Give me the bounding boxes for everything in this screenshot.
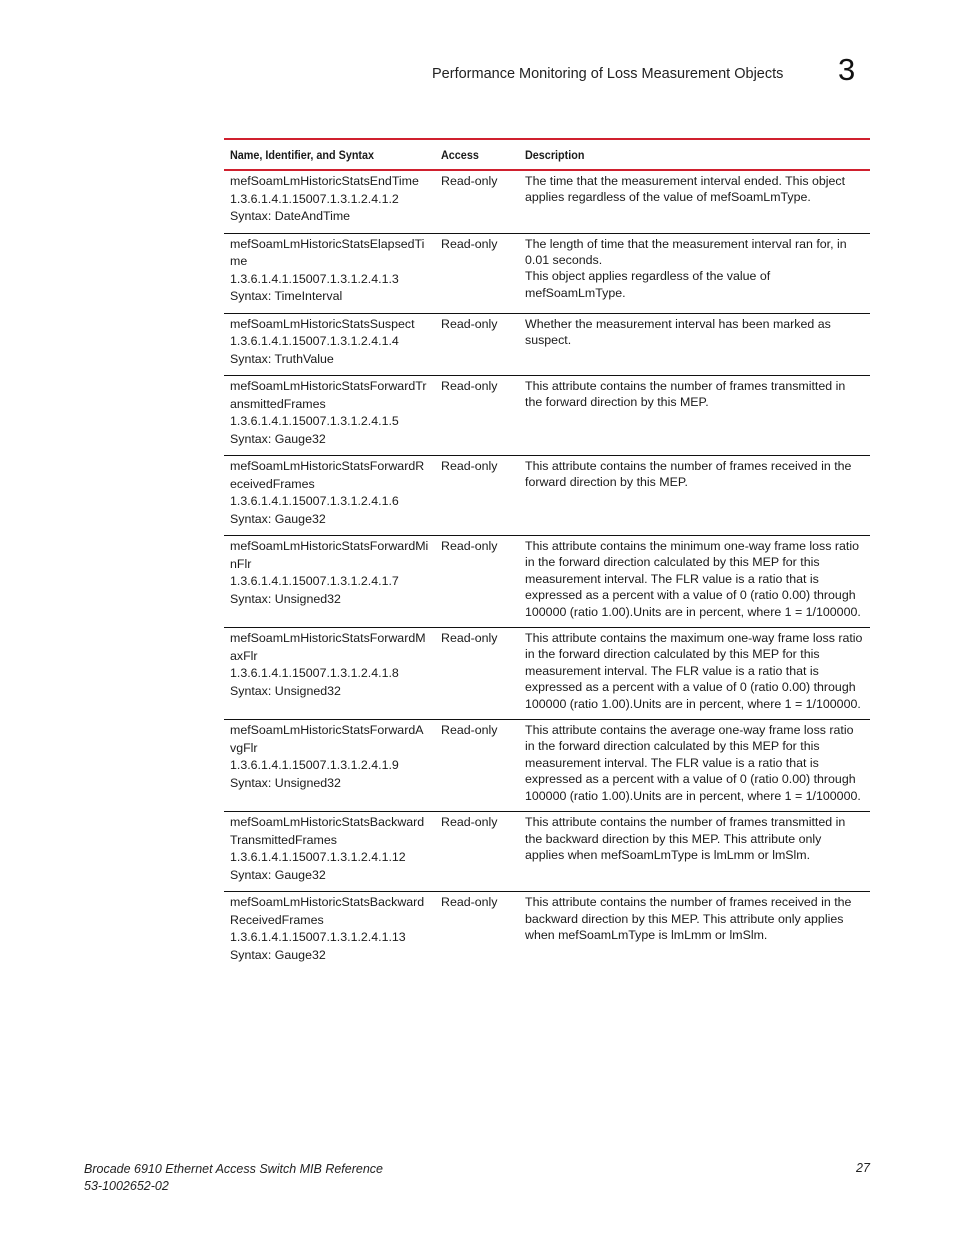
object-name: mefSoamLmHistoricStatsBackwardReceivedFrames xyxy=(230,895,425,927)
table-row xyxy=(224,233,870,313)
object-name-cell xyxy=(224,170,435,233)
description-text: This attribute contains the number of frames transmitted in the backward direction by this MEP. This attribute only applies when mefSoamLmType is lmLmm or lmSlm. xyxy=(525,815,846,862)
object-syntax: Syntax: Unsigned32 xyxy=(230,775,341,790)
description-text: This attribute contains the number of frames received in the backward direction by this MEP. This attribute only applies when mefSoamLmType is lmLmm or lmSlm. xyxy=(525,895,852,942)
object-name-cell xyxy=(224,628,435,720)
object-oid: 1.3.6.1.4.1.15007.1.3.1.2.4.1.13 xyxy=(230,930,406,945)
object-name-cell xyxy=(224,536,435,628)
object-name-cell xyxy=(224,720,435,812)
column-header-name: Name, Identifier, and Syntax xyxy=(224,139,435,170)
description-text: The length of time that the measurement interval ran for, in 0.01 seconds. xyxy=(525,236,847,267)
object-name: mefSoamLmHistoricStatsForwardTransmittedFrames xyxy=(230,379,427,411)
table-header-row xyxy=(224,139,870,170)
access-cell: Read-only xyxy=(435,313,519,376)
access-cell: Read-only xyxy=(435,456,519,536)
object-oid: 1.3.6.1.4.1.15007.1.3.1.2.4.1.5 xyxy=(230,414,399,428)
object-name-cell xyxy=(224,456,435,536)
object-name: mefSoamLmHistoricStatsForwardReceivedFrames xyxy=(230,459,425,491)
access-cell: Read-only xyxy=(435,720,519,812)
description-text: This attribute contains the number of frames transmitted in the forward direction by this MEP. xyxy=(525,379,846,410)
table-row xyxy=(224,536,870,628)
access-cell: Read-only xyxy=(435,233,519,313)
table-row xyxy=(224,628,870,720)
object-syntax: Syntax: Unsigned32 xyxy=(230,591,341,606)
footer-doc-title: Brocade 6910 Ethernet Access Switch MIB Reference xyxy=(84,1162,383,1176)
object-syntax: Syntax: Gauge32 xyxy=(230,867,326,882)
object-name-cell xyxy=(224,892,435,972)
description-text: Whether the measurement interval has been marked as suspect. xyxy=(525,316,831,347)
description-text: This attribute contains the number of frames received in the forward direction by this MEP. xyxy=(525,459,852,490)
description-cell xyxy=(519,892,870,972)
object-syntax: Syntax: Unsigned32 xyxy=(230,683,341,698)
object-syntax: Syntax: DateAndTime xyxy=(230,209,351,223)
object-oid: 1.3.6.1.4.1.15007.1.3.1.2.4.1.3 xyxy=(230,271,399,286)
access-cell: Read-only xyxy=(435,628,519,720)
object-oid: 1.3.6.1.4.1.15007.1.3.1.2.4.1.9 xyxy=(230,758,399,773)
description-cell xyxy=(519,812,870,892)
description-cell xyxy=(519,376,870,456)
object-name: mefSoamLmHistoricStatsForwardMinFlr xyxy=(230,539,429,571)
chapter-number: 3 xyxy=(838,52,856,87)
description-text: This attribute contains the minimum one-way frame loss ratio in the forward direction calculated by this MEP for this measurement interval. The FLR value is a ratio that is expressed as a percent with a value of 0 (ratio 0.00) through 100000 (ratio 1.00).Units are in percent, where 1 = 1/100000. xyxy=(525,539,861,619)
object-syntax: Syntax: Gauge32 xyxy=(230,511,326,526)
page-header-title: Performance Monitoring of Loss Measurement Objects xyxy=(432,66,784,82)
access-cell: Read-only xyxy=(441,895,498,910)
description-text: This attribute contains the average one-way frame loss ratio in the forward direction calculated by this MEP for this measurement interval. The FLR value is a ratio that is expressed as a percent with a value of 0 (ratio 0.00) through 100000 (ratio 1.00).Units are in percent, where 1 = 1/100000. xyxy=(525,723,861,803)
description-cell xyxy=(519,628,870,720)
object-oid: 1.3.6.1.4.1.15007.1.3.1.2.4.1.8 xyxy=(230,666,399,681)
object-name-cell xyxy=(224,376,435,456)
table-row xyxy=(224,456,870,536)
object-oid: 1.3.6.1.4.1.15007.1.3.1.2.4.1.4 xyxy=(230,334,399,348)
access-cell: Read-only xyxy=(435,812,519,892)
object-name-cell xyxy=(224,233,435,313)
table-row xyxy=(224,812,870,892)
object-name: mefSoamLmHistoricStatsForwardAvgFlr xyxy=(230,723,424,755)
description-cell xyxy=(519,456,870,536)
object-syntax: Syntax: Gauge32 xyxy=(230,431,326,446)
object-oid: 1.3.6.1.4.1.15007.1.3.1.2.4.1.12 xyxy=(230,850,406,865)
object-name: mefSoamLmHistoricStatsEndTime xyxy=(230,174,419,188)
description-cell xyxy=(519,170,870,233)
description-text: This attribute contains the maximum one-way frame loss ratio in the forward direction calculated by this MEP for this measurement interval. The FLR value is a ratio that is expressed as a percent with a value of 0 (ratio 0.00) through 100000 (ratio 1.00).Units are in percent, where 1 = 1/100000. xyxy=(525,631,863,711)
description-text: This object applies regardless of the value of mefSoamLmType. xyxy=(525,269,771,300)
description-cell xyxy=(519,720,870,812)
description-cell xyxy=(519,233,870,313)
object-syntax: Syntax: Gauge32 xyxy=(230,947,326,962)
object-name: mefSoamLmHistoricStatsBackwardTransmittedFrames xyxy=(230,815,425,847)
table-body xyxy=(224,170,870,971)
mib-object-table xyxy=(224,138,870,971)
description-cell xyxy=(519,536,870,628)
access-cell: Read-only xyxy=(435,536,519,628)
column-header-access: Access xyxy=(435,139,519,170)
access-cell: Read-only xyxy=(435,170,519,233)
column-header-description: Description xyxy=(519,139,870,170)
object-name: mefSoamLmHistoricStatsSuspect xyxy=(230,316,415,331)
object-name: mefSoamLmHistoricStatsElapsedTime xyxy=(230,236,425,268)
table-row xyxy=(224,313,870,376)
footer-doc-number: 53-1002652-02 xyxy=(84,1179,169,1193)
object-oid: 1.3.6.1.4.1.15007.1.3.1.2.4.1.2 xyxy=(230,191,399,206)
access-cell: Read-only xyxy=(435,376,519,456)
table-row xyxy=(224,376,870,456)
object-name: mefSoamLmHistoricStatsForwardMaxFlr xyxy=(230,631,426,663)
table-row xyxy=(224,720,870,812)
object-name-cell xyxy=(224,812,435,892)
object-oid: 1.3.6.1.4.1.15007.1.3.1.2.4.1.7 xyxy=(230,574,399,588)
object-name-cell xyxy=(224,313,435,376)
footer-document-info xyxy=(84,1161,383,1195)
table-row xyxy=(224,892,870,972)
description-cell xyxy=(519,313,870,376)
object-oid: 1.3.6.1.4.1.15007.1.3.1.2.4.1.6 xyxy=(230,494,399,508)
footer-page-number: 27 xyxy=(856,1161,870,1175)
description-text: The time that the measurement interval ended. This object applies regardless of the value of mefSoamLmType. xyxy=(525,174,846,205)
object-syntax: Syntax: TruthValue xyxy=(230,351,334,366)
table-row xyxy=(224,170,870,233)
object-syntax: Syntax: TimeInterval xyxy=(230,289,343,303)
